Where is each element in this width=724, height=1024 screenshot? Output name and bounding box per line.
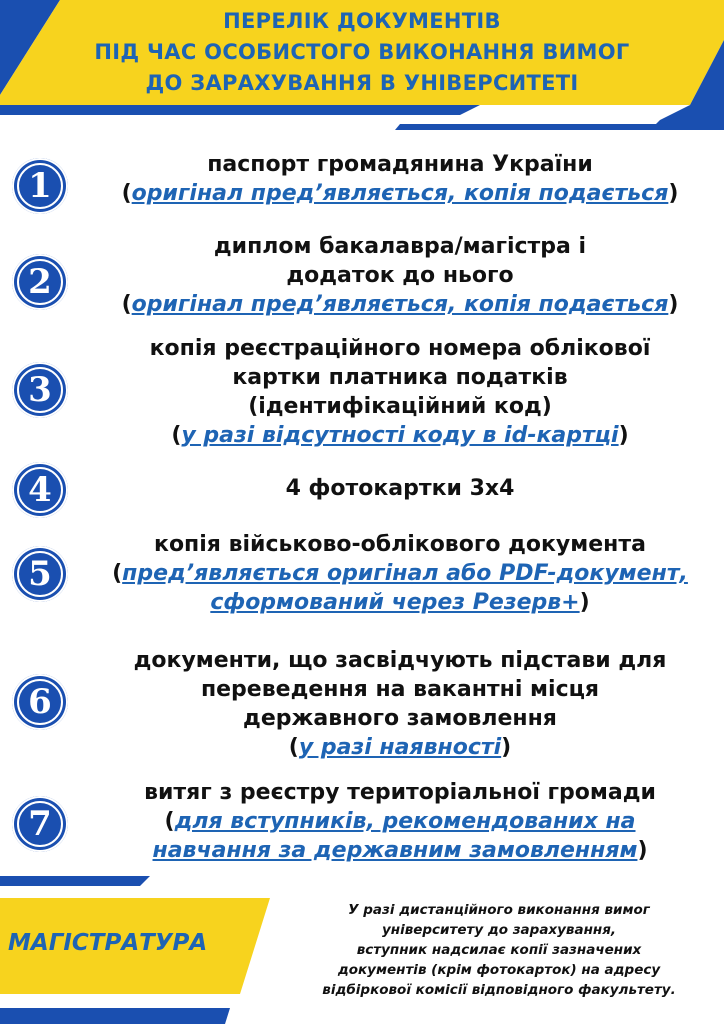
list-item — [0, 530, 724, 620]
list-item — [0, 232, 724, 322]
item-note: у разі наявності — [298, 735, 502, 760]
number-badge — [12, 158, 68, 214]
item-text — [80, 474, 720, 503]
item-text: копія військово-облікового документа (пред’являється оригінал або PDF-документ, сформований через Резерв+) — [80, 530, 720, 617]
item-line: диплом бакалавра/магістра і — [213, 234, 587, 259]
badge-number: 2 — [28, 262, 52, 302]
number-badge — [12, 674, 68, 730]
item-line: (ідентифікаційний код) — [248, 394, 552, 419]
item-line: державного замовлення — [243, 706, 557, 731]
number-badge — [12, 546, 68, 602]
badge-number: 4 — [28, 470, 52, 510]
list-item — [0, 334, 724, 452]
item-line: переведення на вакантні місця — [200, 677, 600, 702]
item-note: оригінал пред’являється, копія подається — [131, 181, 669, 206]
footer-blue-stripe — [0, 876, 150, 886]
number-badge — [12, 254, 68, 310]
footer-note-line: документів (крім фотокарток) на адресу — [337, 962, 661, 978]
badge-number: 5 — [28, 554, 52, 594]
header-blue-stripe-left — [0, 105, 480, 115]
badge-number: 1 — [28, 166, 52, 206]
list-item — [0, 778, 724, 868]
item-line: витяг з реєстру територіальної громади — [144, 780, 656, 805]
title-line: ДО ЗАРАХУВАННЯ В УНІВЕРСИТЕТІ — [145, 71, 579, 95]
footer-blue-stripe-bottom — [0, 1008, 230, 1024]
badge-number: 3 — [28, 370, 52, 410]
item-note: оригінал пред’являється, копія подається — [131, 292, 669, 317]
footer-note-line: У разі дистанційного виконання вимог — [348, 902, 650, 918]
item-line: 4 фотокартки 3х4 — [285, 476, 515, 501]
item-line: картки платника податків — [232, 365, 568, 390]
item-text: документи, що засвідчують підстави для переведення на вакантні місця державного замовлення (у разі наявності) — [80, 646, 720, 762]
list-item — [0, 646, 724, 764]
footer-note-line: вступник надсилає копії зазначених — [356, 942, 642, 958]
list-item — [0, 462, 724, 522]
number-badge — [12, 796, 68, 852]
item-note: сформований через Резерв+ — [210, 590, 580, 615]
number-badge — [12, 462, 68, 518]
badge-number: 6 — [28, 682, 52, 722]
title-line: ПЕРЕЛІК ДОКУМЕНТІВ — [223, 9, 501, 33]
item-line: документи, що засвідчують підстави для — [133, 648, 667, 673]
item-line: паспорт громадянина України — [207, 152, 593, 177]
page-title — [0, 6, 724, 99]
title-line: ПІД ЧАС ОСОБИСТОГО ВИКОНАННЯ ВИМОГ — [94, 40, 630, 64]
item-note: для вступників, рекомендованих на — [174, 809, 636, 834]
list-item — [0, 150, 724, 220]
footer-note-line: відбіркової комісії відповідного факультету. — [322, 982, 676, 998]
item-note: навчання за державним замовленням — [152, 838, 638, 863]
header-blue-stripe-right — [395, 124, 665, 130]
item-line: копія військово-облікового документа — [154, 532, 646, 557]
item-text: диплом бакалавра/магістра і додаток до нього (оригінал пред’являється, копія подається) — [80, 232, 720, 319]
footer-note-line: університету до зарахування, — [381, 922, 617, 938]
number-badge — [12, 362, 68, 418]
badge-number: 7 — [28, 804, 52, 844]
program-label: МАГІСТРАТУРА — [8, 930, 208, 956]
item-text: паспорт громадянина України (оригінал пред’являється, копія подається) — [80, 150, 720, 208]
item-note: пред’являється оригінал або PDF-документ, — [122, 561, 688, 586]
item-text: копія реєстраційного номера облікової картки платника податків (ідентифікаційний код) (у разі відсутності коду в id-картці) — [80, 334, 720, 450]
footer-note — [290, 900, 708, 1000]
item-text: витяг з реєстру територіальної громади (для вступників, рекомендованих на навчання за державним замовленням) — [80, 778, 720, 865]
item-note: у разі відсутності коду в id-картці — [181, 423, 619, 448]
item-line: додаток до нього — [286, 263, 514, 288]
item-line: копія реєстраційного номера облікової — [149, 336, 651, 361]
